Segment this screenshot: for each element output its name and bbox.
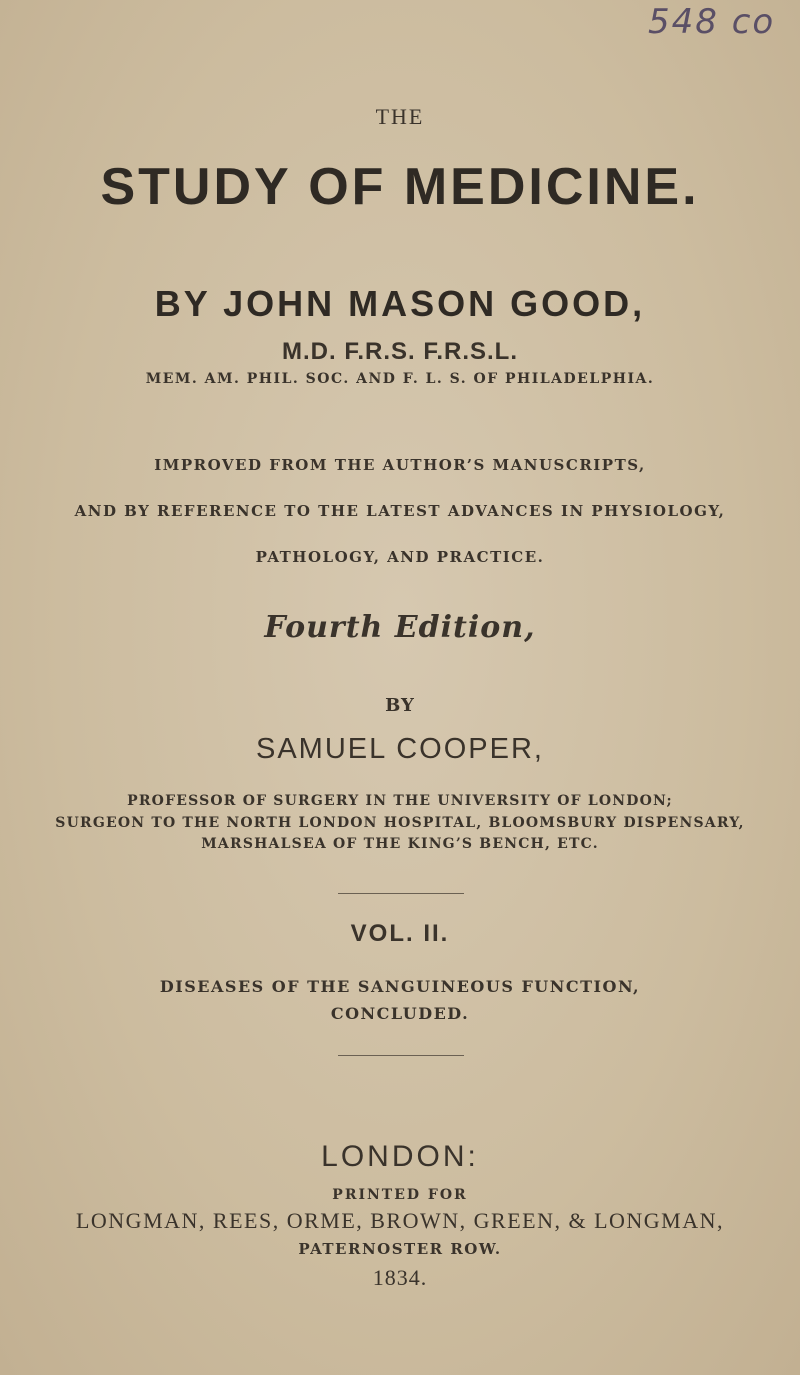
imprint-place: LONDON:	[321, 1140, 479, 1173]
volume-number: VOL. II.	[350, 920, 450, 947]
publishers: LONGMAN, REES, ORME, BROWN, GREEN, & LONGMAN,	[75, 1208, 725, 1233]
author-degrees: M.D. F.R.S. F.R.S.L.	[281, 338, 518, 365]
editor-credential-3: MARSHALSEA OF THE KING’S BENCH, ETC.	[201, 836, 599, 852]
divider-rule	[338, 1055, 464, 1056]
editor-credential-2: SURGEON TO THE NORTH LONDON HOSPITAL, BLOOMSBURY DISPENSARY,	[55, 815, 745, 831]
by-line: BY	[385, 695, 415, 716]
author-line: BY JOHN MASON GOOD,	[154, 283, 646, 324]
improved-line-2: AND BY REFERENCE TO THE LATEST ADVANCES IN PHYSIOLOGY,	[74, 502, 726, 520]
editor-credential-1: PROFESSOR OF SURGERY IN THE UNIVERSITY OF LONDON;	[127, 793, 673, 809]
divider-rule	[338, 893, 464, 894]
subject-line-1: DISEASES OF THE SANGUINEOUS FUNCTION,	[159, 977, 641, 996]
title-article: THE	[375, 104, 425, 129]
author-membership: MEM. AM. PHIL. SOC. AND F. L. S. OF PHILADELPHIA.	[145, 371, 655, 387]
printed-for: PRINTED FOR	[332, 1187, 468, 1203]
edition-line: Fourth Edition,	[264, 610, 536, 645]
improved-line-1: IMPROVED FROM THE AUTHOR’S MANUSCRIPTS,	[154, 456, 646, 474]
editor-name: SAMUEL COOPER,	[256, 733, 544, 765]
handwritten-shelfmark: 548 co	[648, 2, 776, 42]
book-title: STUDY OF MEDICINE.	[100, 158, 700, 216]
publisher-address: PATERNOSTER ROW.	[298, 1240, 502, 1258]
publication-year: 1834.	[372, 1265, 428, 1290]
subject-line-2: CONCLUDED.	[330, 1004, 470, 1023]
improved-line-3: PATHOLOGY, AND PRACTICE.	[255, 548, 545, 566]
